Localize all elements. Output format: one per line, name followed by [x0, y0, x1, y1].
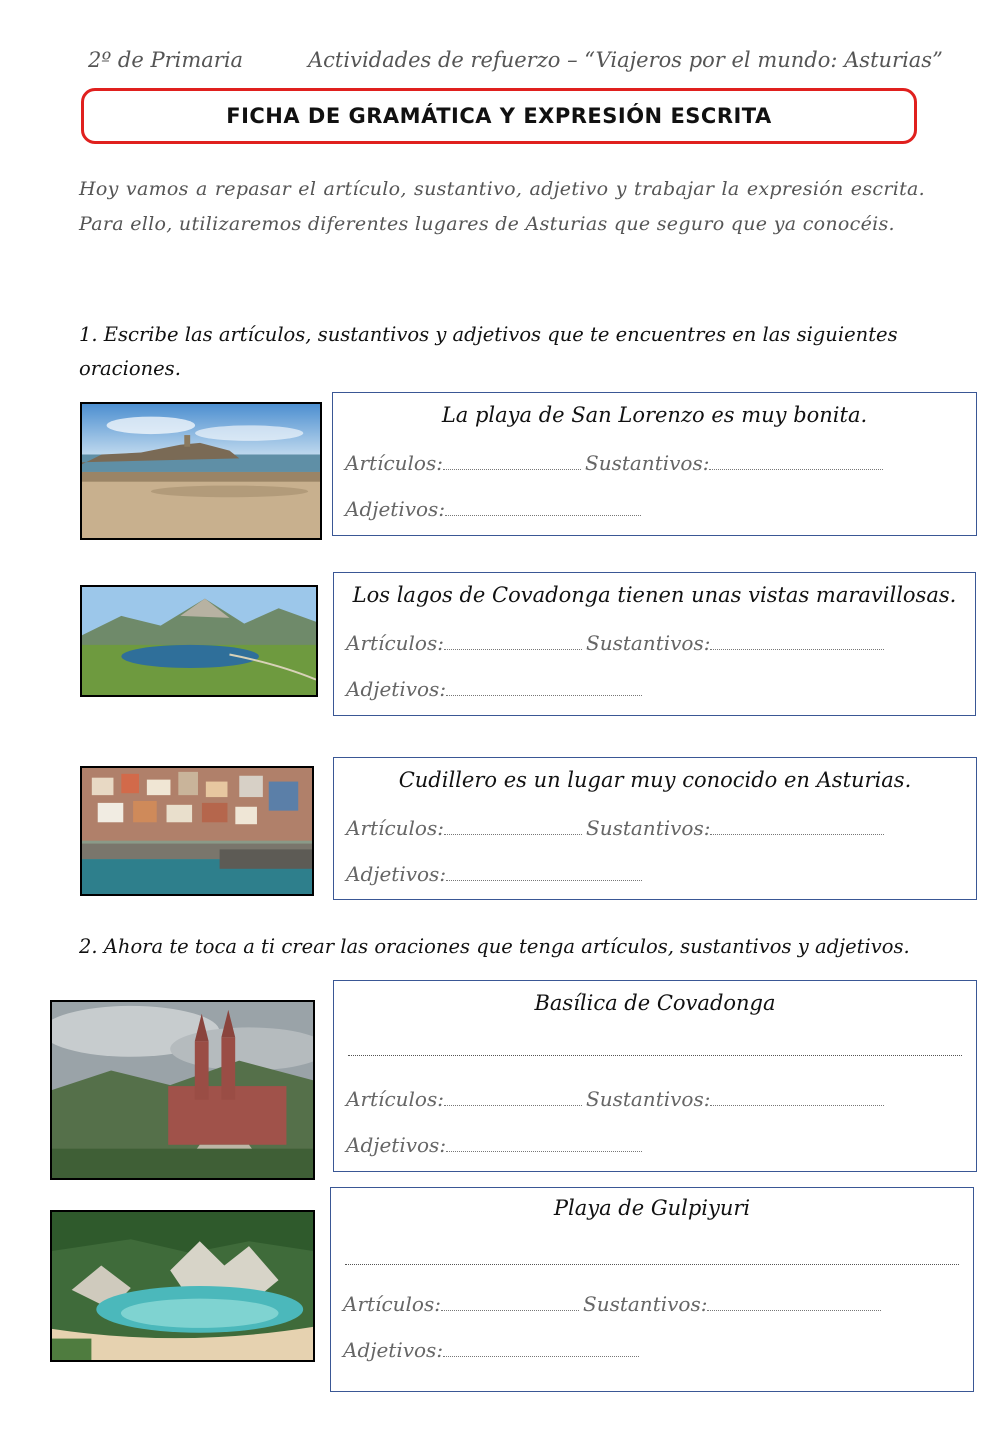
- adjetivos-label: Adjetivos:: [345, 497, 446, 521]
- sentence-text: Cudillero es un lugar muy conocido en Asturias.: [398, 768, 912, 792]
- writing-card-2: [330, 1187, 974, 1392]
- adjetivos-field[interactable]: [343, 1338, 639, 1362]
- writing-card-1: [333, 980, 977, 1172]
- sustantivos-field[interactable]: [586, 631, 884, 655]
- photo-cudillero: [80, 766, 314, 896]
- articulos-field[interactable]: [346, 1087, 582, 1111]
- grade-label: 2º de Primaria: [88, 48, 244, 72]
- adjetivos-label: Adjetivos:: [346, 677, 447, 701]
- articulos-field[interactable]: [343, 1292, 579, 1316]
- sentence-writing-line[interactable]: [345, 1264, 959, 1265]
- sentence-card-2: [333, 572, 976, 716]
- sustantivos-label: Sustantivos:: [586, 1087, 711, 1111]
- sustantivos-field[interactable]: [583, 1292, 881, 1316]
- articulos-label: Artículos:: [343, 1292, 441, 1316]
- question-1: 1. Escribe las artículos, sustantivos y adjetivos que te encuentres en las siguientes oraciones.: [79, 323, 898, 380]
- sustantivos-field[interactable]: [586, 1087, 884, 1111]
- articulos-field[interactable]: [346, 816, 582, 840]
- sentence-text: La playa de San Lorenzo es muy bonita.: [441, 403, 868, 427]
- worksheet-title: FICHA DE GRAMÁTICA Y EXPRESIÓN ESCRITA: [226, 104, 772, 128]
- adjetivos-field[interactable]: [346, 1133, 642, 1157]
- sentence-writing-line[interactable]: [348, 1055, 962, 1056]
- articulos-label: Artículos:: [346, 631, 444, 655]
- adjetivos-label: Adjetivos:: [343, 1338, 444, 1362]
- activity-label: Actividades de refuerzo – “Viajeros por el mundo: Asturias”: [308, 48, 943, 72]
- sustantivos-label: Sustantivos:: [583, 1292, 708, 1316]
- sustantivos-label: Sustantivos:: [586, 631, 711, 655]
- articulos-label: Artículos:: [346, 1087, 444, 1111]
- sustantivos-field[interactable]: [586, 816, 884, 840]
- adjetivos-label: Adjetivos:: [346, 1133, 447, 1157]
- sentence-card-1: [332, 392, 977, 536]
- photo-basilica-covadonga: [50, 1000, 315, 1180]
- sentence-card-3: [333, 757, 977, 900]
- adjetivos-field[interactable]: [346, 677, 642, 701]
- sustantivos-label: Sustantivos:: [586, 816, 711, 840]
- articulos-label: Artículos:: [345, 451, 443, 475]
- adjetivos-label: Adjetivos:: [346, 862, 447, 886]
- sustantivos-field[interactable]: [585, 451, 883, 475]
- photo-lagos-covadonga: [80, 585, 318, 697]
- photo-playa-gulpiyuri: [50, 1210, 315, 1362]
- photo-san-lorenzo: [80, 402, 322, 540]
- title-box: [81, 88, 917, 144]
- articulos-field[interactable]: [346, 631, 582, 655]
- place-title: Basílica de Covadonga: [534, 991, 776, 1015]
- articulos-label: Artículos:: [346, 816, 444, 840]
- intro-paragraph: Hoy vamos a repasar el artículo, sustantivo, adjetivo y trabajar la expresión escrita. Para ello, utilizaremos diferentes lugares de Asturias que seguro que ya conocéis.: [79, 178, 925, 235]
- articulos-field[interactable]: [345, 451, 581, 475]
- sentence-text: Los lagos de Covadonga tienen unas vistas maravillosas.: [352, 583, 957, 607]
- place-title: Playa de Gulpiyuri: [553, 1196, 751, 1220]
- adjetivos-field[interactable]: [346, 862, 642, 886]
- sustantivos-label: Sustantivos:: [585, 451, 710, 475]
- question-2: 2. Ahora te toca a ti crear las oraciones que tenga artículos, sustantivos y adjetivos.: [79, 935, 910, 958]
- adjetivos-field[interactable]: [345, 497, 641, 521]
